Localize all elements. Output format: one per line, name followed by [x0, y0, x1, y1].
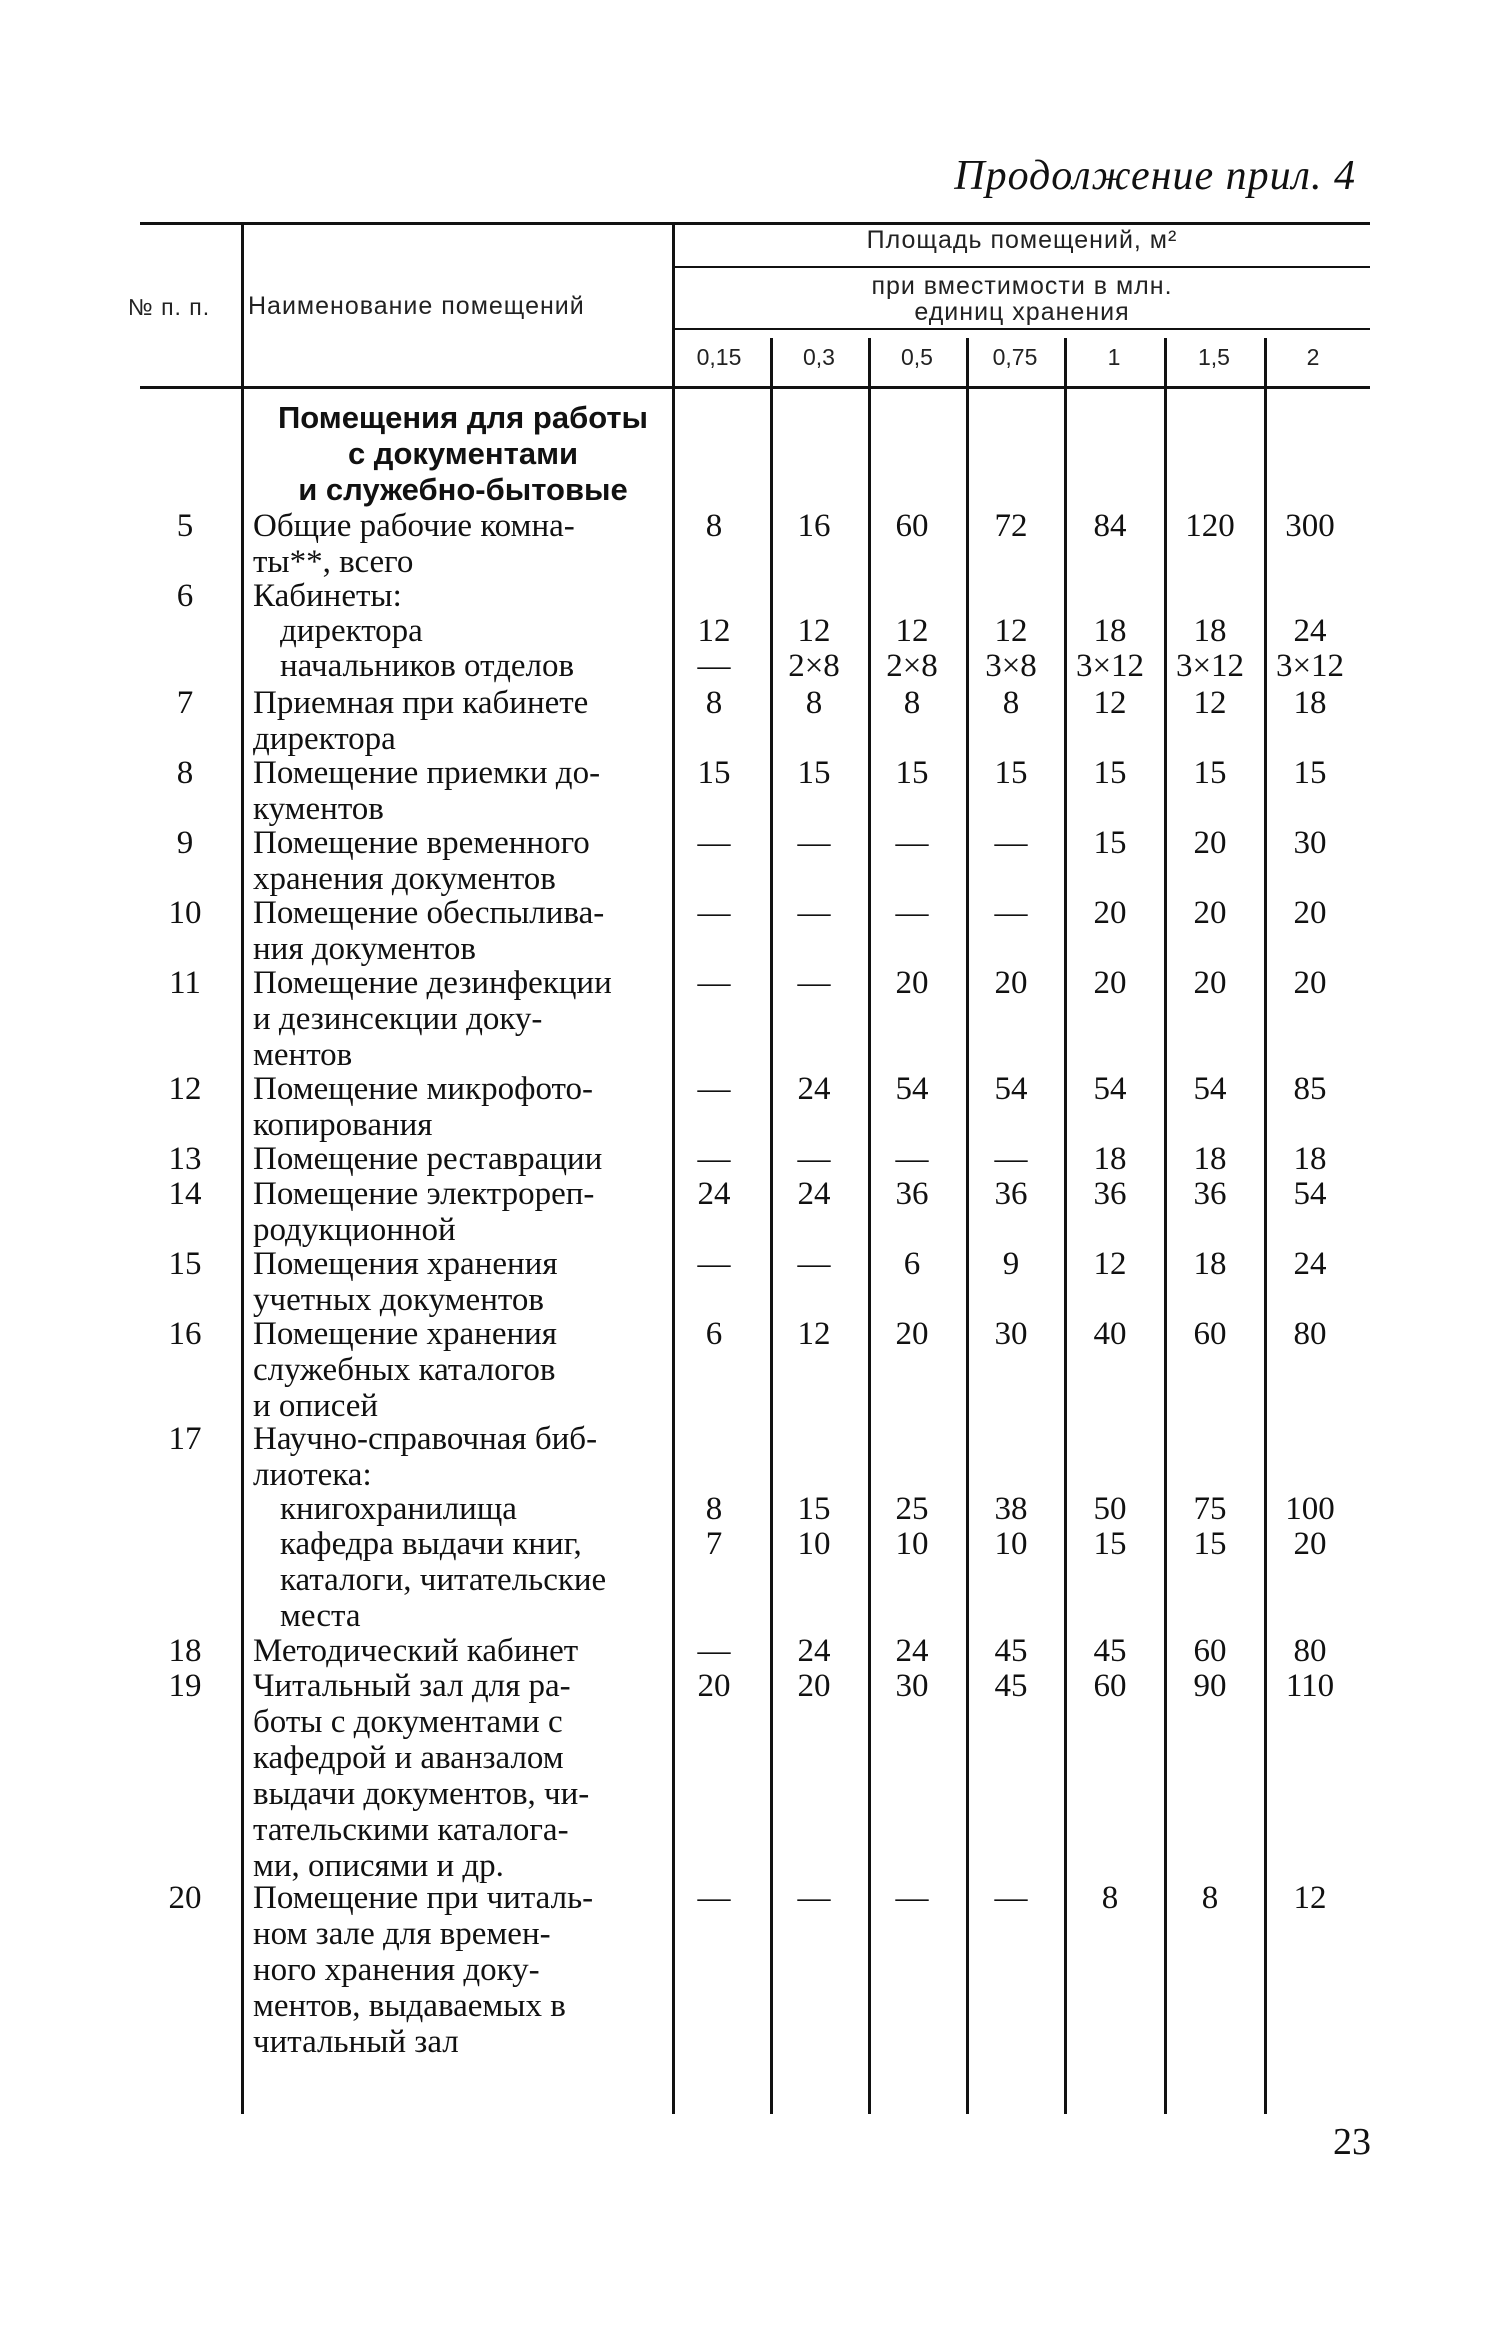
room-name-line: ты**, всего: [253, 544, 414, 580]
area-value: 45: [1093, 1633, 1127, 1669]
area-value: 80: [1293, 1316, 1327, 1352]
room-name: [280, 648, 673, 684]
room-name-line: боты с документами с: [253, 1704, 563, 1740]
capacity-header-6: 2: [1306, 344, 1320, 370]
room-name-line: ном зале для времен-: [253, 1916, 551, 1952]
area-value: 10: [895, 1526, 929, 1562]
area-value: 80: [1293, 1633, 1327, 1669]
room-name: [253, 1668, 673, 1884]
room-name-line: кафедрой и аванзалом: [253, 1740, 564, 1776]
capacity-subheader-rule: [674, 328, 1370, 330]
room-name: [253, 1071, 673, 1143]
area-value: 40: [1093, 1316, 1127, 1352]
room-name-line: Помещения хранения: [253, 1246, 558, 1282]
area-value: 24: [895, 1633, 929, 1669]
column-header-capacity-line2: единиц хранения: [914, 298, 1130, 326]
room-name-line: Помещение реставрации: [253, 1141, 603, 1177]
area-value: 36: [994, 1176, 1028, 1212]
area-value: 60: [895, 508, 929, 544]
area-value: 8: [903, 685, 921, 721]
area-value: 20: [1093, 895, 1127, 931]
room-name-line: копирования: [253, 1107, 433, 1143]
area-value: 54: [895, 1071, 929, 1107]
value-column-rule-3: [966, 338, 969, 2114]
area-value: —: [697, 1071, 731, 1107]
area-value: 15: [1093, 1526, 1127, 1562]
room-name-line: ного хранения доку-: [253, 1952, 540, 1988]
area-value: 75: [1193, 1491, 1227, 1527]
area-value: 84: [1093, 508, 1127, 544]
name-column-left-rule: [241, 224, 244, 2114]
area-value: 24: [797, 1176, 831, 1212]
room-name-line: Помещение временного: [253, 825, 590, 861]
room-name-line: Помещение дезинфекции: [253, 965, 612, 1001]
capacity-header-0: 0,15: [696, 344, 742, 370]
room-name: [253, 1880, 673, 2060]
row-number: 15: [168, 1246, 202, 1282]
room-name-line: кументов: [253, 791, 384, 827]
value-column-rule-2: [868, 338, 871, 2114]
room-name-line: Помещение обеспылива-: [253, 895, 605, 931]
table-top-rule: [140, 222, 1370, 225]
row-number: 16: [168, 1316, 202, 1352]
area-value: 15: [1193, 1526, 1227, 1562]
area-value: 36: [895, 1176, 929, 1212]
area-value: 54: [1093, 1071, 1127, 1107]
area-value: —: [895, 895, 929, 931]
area-value: 15: [797, 755, 831, 791]
area-value: 20: [1293, 895, 1327, 931]
room-name-line: ния документов: [253, 931, 476, 967]
area-value: 100: [1285, 1491, 1335, 1527]
area-value: —: [797, 825, 831, 861]
row-number: 19: [168, 1668, 202, 1704]
area-value: 20: [797, 1668, 831, 1704]
area-value: —: [697, 965, 731, 1001]
area-value: 20: [1193, 825, 1227, 861]
area-value: 30: [994, 1316, 1028, 1352]
area-value: 20: [895, 965, 929, 1001]
area-value: 25: [895, 1491, 929, 1527]
area-value: 20: [1293, 965, 1327, 1001]
area-value: 72: [994, 508, 1028, 544]
section-title-line: Помещения для работы: [277, 400, 649, 435]
area-value: 7: [705, 1526, 723, 1562]
area-value: —: [994, 825, 1028, 861]
area-value: 45: [994, 1668, 1028, 1704]
area-value: 12: [697, 613, 731, 649]
room-name-line: начальников отделов: [280, 648, 575, 684]
area-value: —: [994, 895, 1028, 931]
room-name: [253, 508, 673, 580]
area-value: 8: [805, 685, 823, 721]
room-name: [253, 1141, 673, 1177]
area-value: 3×12: [1275, 648, 1345, 684]
area-value: —: [797, 1880, 831, 1916]
room-name: [253, 685, 673, 757]
room-name-line: хранения документов: [253, 861, 556, 897]
column-header-capacity-line1: при вместимости в млн.: [871, 272, 1173, 300]
area-value: 15: [797, 1491, 831, 1527]
room-name-line: выдачи документов, чи-: [253, 1776, 590, 1812]
area-value: 8: [1101, 1880, 1119, 1916]
area-value: 18: [1093, 613, 1127, 649]
room-name-line: места: [280, 1598, 361, 1634]
area-value: 12: [1193, 685, 1227, 721]
area-value: —: [697, 895, 731, 931]
row-number: 6: [176, 578, 194, 614]
area-value: —: [895, 1880, 929, 1916]
area-value: 16: [797, 508, 831, 544]
area-value: —: [895, 825, 929, 861]
row-number: 11: [169, 965, 201, 1001]
area-value: 20: [994, 965, 1028, 1001]
row-number: 9: [176, 825, 194, 861]
area-value: 12: [895, 613, 929, 649]
section-title-line: с документами: [347, 436, 579, 471]
area-value: 85: [1293, 1071, 1327, 1107]
room-name-line: Помещение при читаль-: [253, 1880, 594, 1916]
room-name: [253, 1316, 673, 1424]
area-value: 90: [1193, 1668, 1227, 1704]
area-value: —: [697, 1141, 731, 1177]
area-value: 8: [705, 1491, 723, 1527]
area-value: 12: [1093, 1246, 1127, 1282]
room-name: [253, 965, 673, 1073]
room-name-line: Помещение приемки до-: [253, 755, 601, 791]
area-value: 10: [797, 1526, 831, 1562]
area-value: 15: [1293, 755, 1327, 791]
area-value: 24: [797, 1071, 831, 1107]
area-value: 20: [1193, 965, 1227, 1001]
area-value: 18: [1193, 1246, 1227, 1282]
area-value: 110: [1285, 1668, 1335, 1704]
area-value: —: [994, 1141, 1028, 1177]
area-value: 12: [994, 613, 1028, 649]
row-number: 10: [168, 895, 202, 931]
column-header-number: № п. п.: [128, 294, 211, 320]
area-value: 20: [697, 1668, 731, 1704]
area-value: 60: [1093, 1668, 1127, 1704]
capacity-header-1: 0,3: [803, 344, 835, 370]
area-value: 18: [1293, 685, 1327, 721]
area-value: 2×8: [886, 648, 938, 684]
room-name-line: Методический кабинет: [253, 1633, 579, 1669]
room-name-line: тательскими каталога-: [253, 1812, 569, 1848]
area-value: 3×8: [985, 648, 1037, 684]
area-value: 24: [797, 1633, 831, 1669]
area-value: 12: [1093, 685, 1127, 721]
row-number: 7: [176, 685, 194, 721]
area-value: —: [697, 648, 731, 684]
area-value: 9: [1002, 1246, 1020, 1282]
area-value: 20: [1293, 1526, 1327, 1562]
area-value: 60: [1193, 1633, 1227, 1669]
room-name: [280, 613, 673, 649]
area-value: 20: [895, 1316, 929, 1352]
room-name-line: кафедра выдачи книг,: [280, 1526, 582, 1562]
room-name-line: Помещение хранения: [253, 1316, 557, 1352]
room-name-line: ми, описями и др.: [253, 1848, 504, 1884]
room-name-line: лиотека:: [253, 1457, 372, 1493]
room-name-line: родукционной: [253, 1212, 456, 1248]
area-value: 36: [1093, 1176, 1127, 1212]
area-value: 54: [1293, 1176, 1327, 1212]
value-column-rule-6: [1264, 338, 1267, 2114]
room-name: [253, 578, 673, 614]
area-value: 8: [705, 685, 723, 721]
row-number: 5: [176, 508, 194, 544]
room-name-line: директора: [253, 721, 396, 757]
room-name: [253, 755, 673, 827]
capacity-header-2: 0,5: [901, 344, 933, 370]
area-value: —: [994, 1880, 1028, 1916]
area-value: 8: [705, 508, 723, 544]
room-name-line: учетных документов: [253, 1282, 544, 1318]
area-value: 30: [1293, 825, 1327, 861]
room-name-line: и описей: [253, 1388, 379, 1424]
room-name: [253, 1176, 673, 1248]
room-name-line: и дезинсекции доку-: [253, 1001, 543, 1037]
room-name: [253, 1246, 673, 1318]
area-value: 12: [797, 613, 831, 649]
area-subheader-rule: [674, 266, 1370, 268]
room-name-line: Общие рабочие комна-: [253, 508, 575, 544]
room-name: [280, 1491, 673, 1527]
room-name-line: читальный зал: [253, 2024, 459, 2060]
area-value: 30: [895, 1668, 929, 1704]
room-name: [253, 1421, 673, 1493]
area-value: 12: [797, 1316, 831, 1352]
area-value: —: [797, 895, 831, 931]
room-name: [253, 895, 673, 967]
area-value: 60: [1193, 1316, 1227, 1352]
area-value: 20: [1093, 965, 1127, 1001]
area-value: 10: [994, 1526, 1028, 1562]
row-number: 8: [176, 755, 194, 791]
area-value: —: [697, 825, 731, 861]
area-value: 8: [1002, 685, 1020, 721]
area-value: —: [895, 1141, 929, 1177]
capacity-header-3: 0,75: [992, 344, 1038, 370]
room-name-line: Научно-справочная биб-: [253, 1421, 598, 1457]
area-value: 18: [1093, 1141, 1127, 1177]
area-value: 36: [1193, 1176, 1227, 1212]
header-bottom-rule: [140, 386, 1370, 389]
area-value: 15: [1093, 825, 1127, 861]
room-name-line: Кабинеты:: [253, 578, 402, 614]
area-value: 15: [1193, 755, 1227, 791]
room-name-line: Помещение микрофото-: [253, 1071, 594, 1107]
area-value: 8: [1201, 1880, 1219, 1916]
area-value: —: [797, 965, 831, 1001]
area-value: 15: [895, 755, 929, 791]
area-value: 3×12: [1075, 648, 1145, 684]
room-name-line: ментов, выдаваемых в: [253, 1988, 566, 2024]
area-value: 20: [1193, 895, 1227, 931]
area-value: 6: [903, 1246, 921, 1282]
area-value: —: [797, 1141, 831, 1177]
area-value: —: [797, 1246, 831, 1282]
area-value: 54: [994, 1071, 1028, 1107]
row-number: 14: [168, 1176, 202, 1212]
room-name-line: ментов: [253, 1037, 353, 1073]
row-number: 13: [168, 1141, 202, 1177]
area-value: 24: [697, 1176, 731, 1212]
area-value: 120: [1185, 508, 1235, 544]
area-value: —: [697, 1880, 731, 1916]
area-value: 3×12: [1175, 648, 1245, 684]
capacity-header-4: 1: [1107, 344, 1121, 370]
area-value: —: [697, 1246, 731, 1282]
room-name-line: Читальный зал для ра-: [253, 1668, 571, 1704]
area-value: 50: [1093, 1491, 1127, 1527]
area-value: 45: [994, 1633, 1028, 1669]
section-title-line: и служебно-бытовые: [298, 472, 628, 507]
room-name-line: каталоги, читательские: [280, 1562, 607, 1598]
room-name: [280, 1526, 673, 1634]
value-column-rule-5: [1164, 338, 1167, 2114]
area-value: 18: [1193, 1141, 1227, 1177]
area-value: 24: [1293, 1246, 1327, 1282]
room-name-line: Помещение электрореп-: [253, 1176, 595, 1212]
column-header-name: Наименование помещений: [248, 292, 585, 320]
capacity-header-5: 1,5: [1198, 344, 1230, 370]
room-name-line: книгохранилища: [280, 1491, 517, 1527]
area-value: 2×8: [788, 648, 840, 684]
room-name-line: директора: [280, 613, 423, 649]
area-value: —: [697, 1633, 731, 1669]
area-value: 15: [994, 755, 1028, 791]
area-value: 15: [1093, 755, 1127, 791]
row-number: 18: [168, 1633, 202, 1669]
area-value: 15: [697, 755, 731, 791]
area-value: 18: [1193, 613, 1227, 649]
area-value: 12: [1293, 1880, 1327, 1916]
value-column-rule-4: [1064, 338, 1067, 2114]
room-name-line: Приемная при кабинете: [253, 685, 589, 721]
row-number: 17: [168, 1421, 202, 1457]
row-number: 20: [168, 1880, 202, 1916]
column-header-area: Площадь помещений, м²: [866, 226, 1178, 254]
page-number: 23: [1333, 2121, 1371, 2163]
area-value: 38: [994, 1491, 1028, 1527]
area-value: 18: [1293, 1141, 1327, 1177]
area-value: 54: [1193, 1071, 1227, 1107]
room-name: [253, 825, 673, 897]
continuation-title: Продолжение прил. 4: [954, 153, 1356, 199]
room-name-line: служебных каталогов: [253, 1352, 556, 1388]
row-number: 12: [168, 1071, 202, 1107]
area-value: 24: [1293, 613, 1327, 649]
area-value: 300: [1285, 508, 1335, 544]
area-value: 6: [705, 1316, 723, 1352]
room-name: [253, 1633, 673, 1669]
value-column-rule-1: [770, 338, 773, 2114]
